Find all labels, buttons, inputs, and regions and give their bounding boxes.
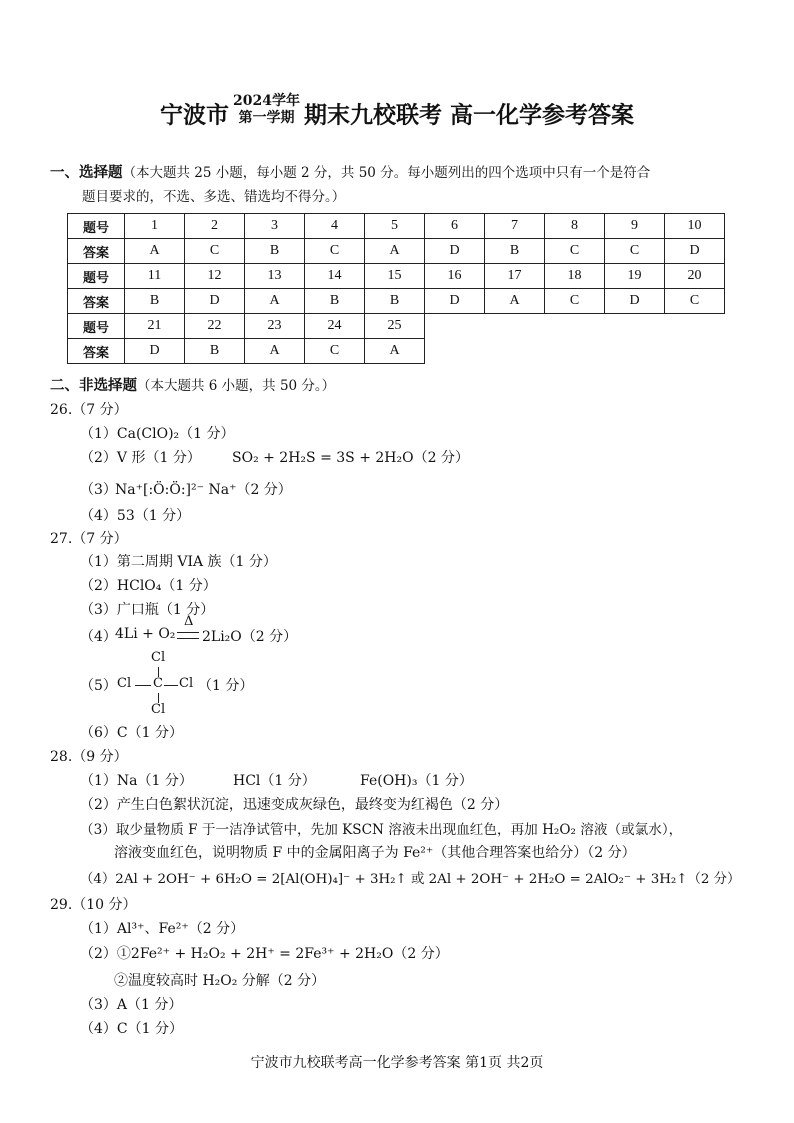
bond-left <box>135 685 151 686</box>
q29-a1: （1）Al³⁺、Fe²⁺（2 分） <box>80 921 245 937</box>
table-row <box>68 214 725 239</box>
table-row <box>68 314 725 339</box>
table-row <box>68 339 725 364</box>
a-cell: B <box>365 289 425 314</box>
q27-a3: （3）广口瓶（1 分） <box>80 602 215 618</box>
section1-heading-line <box>50 161 650 182</box>
q27-header: 27.（7 分） <box>50 531 128 547</box>
a-cell: A <box>365 339 425 364</box>
q26-a2-label: （2）V 形（1 分） <box>80 450 201 466</box>
section2-note: （本大题共 6 小题，共 50 分。） <box>137 378 336 394</box>
a-cell: A <box>245 339 305 364</box>
q-cell: 12 <box>185 264 245 289</box>
q29-a4: （4）C（1 分） <box>80 1021 183 1037</box>
a-cell: C <box>305 239 365 264</box>
q27-a4-label: （4） <box>80 629 117 645</box>
q-cell: 1 <box>125 214 185 239</box>
q28-header: 28.（9 分） <box>50 749 128 765</box>
a-cell: D <box>425 239 485 264</box>
section2-heading: 二、非选择题 <box>50 377 137 394</box>
section1-note-line1: （本大题共 25 小题，每小题 2 分，共 50 分。每小题列出的四个选项中只有一个是符合 <box>122 165 651 181</box>
q27-a5-label: （5） <box>80 678 117 694</box>
a-cell: C <box>665 289 725 314</box>
page-footer: 宁波市九校联考高一化学参考答案 第1页 共2页 <box>250 1055 544 1071</box>
title-year-term <box>233 93 300 127</box>
title-term: 第一学期 <box>238 110 295 126</box>
q28-a2: （2）产生白色絮状沉淀，迅速变成灰绿色，最终变为红褐色（2 分） <box>80 797 509 813</box>
q-cell: 7 <box>485 214 545 239</box>
header-q: 题号 <box>68 314 125 339</box>
a-cell: B <box>125 289 185 314</box>
a-cell: D <box>605 289 665 314</box>
header-a: 答案 <box>68 339 125 364</box>
q-cell: 9 <box>605 214 665 239</box>
q27-a4-left: 4Li + O₂ <box>115 626 176 642</box>
q-cell: 24 <box>305 314 365 339</box>
a-cell: A <box>365 239 425 264</box>
q28-a1-part2: HCl（1 分） <box>233 773 316 789</box>
a-cell: D <box>665 239 725 264</box>
a-cell: A <box>485 289 545 314</box>
q26-a2-equation: SO₂ + 2H₂S = 3S + 2H₂O（2 分） <box>232 450 469 466</box>
header-q: 题号 <box>68 214 125 239</box>
q28-a3-line2: 溶液变血红色，说明物质 F 中的金属阳离子为 Fe²⁺（其他合理答案也给分）（2 分） <box>114 845 636 861</box>
q28-a3-line1: （3）取少量物质 F 于一洁净试管中，先加 KSCN 溶液未出现血红色，再加 H₂O₂ 溶液（或氯水）， <box>80 822 683 838</box>
q-cell: 8 <box>545 214 605 239</box>
q-cell: 19 <box>605 264 665 289</box>
q-cell: 17 <box>485 264 545 289</box>
q26-header: 26.（7 分） <box>50 402 128 418</box>
a-cell: C <box>305 339 365 364</box>
header-q: 题号 <box>68 264 125 289</box>
page-title <box>0 93 794 146</box>
q29-a3: （3）A（1 分） <box>80 997 183 1013</box>
q27-a5-score: （1 分） <box>198 678 254 694</box>
q27-a4-right: 2Li₂O（2 分） <box>202 629 298 645</box>
cl-bottom: Cl <box>151 702 166 717</box>
q-cell: 23 <box>245 314 305 339</box>
q-cell: 14 <box>305 264 365 289</box>
title-prefix: 宁波市 <box>160 101 229 129</box>
q-cell: 13 <box>245 264 305 289</box>
q29-header: 29.（10 分） <box>50 897 137 913</box>
table-row <box>68 239 725 264</box>
a-cell: D <box>125 339 185 364</box>
blank-cell <box>425 314 725 339</box>
q29-a2-line2: ②温度较高时 H₂O₂ 分解（2 分） <box>114 973 326 989</box>
q-cell: 10 <box>665 214 725 239</box>
section1-heading: 一、选择题 <box>50 164 123 181</box>
a-cell: D <box>425 289 485 314</box>
q28-a1-part3: Fe(OH)₃（1 分） <box>360 773 473 789</box>
a-cell: B <box>485 239 545 264</box>
section1-note-line2: 题目要求的，不选、多选、错选均不得分。） <box>82 189 346 205</box>
table-row <box>68 264 725 289</box>
cl-right: Cl <box>179 676 194 691</box>
q-cell: 6 <box>425 214 485 239</box>
q26-a3-label: （3） <box>80 482 117 498</box>
title-year: 2024学年 <box>233 93 300 109</box>
a-cell: C <box>545 289 605 314</box>
q-cell: 25 <box>365 314 425 339</box>
q-cell: 18 <box>545 264 605 289</box>
section2-heading-line <box>50 374 335 395</box>
q-cell: 11 <box>125 264 185 289</box>
table-row <box>68 289 725 314</box>
a-cell: D <box>185 289 245 314</box>
a-cell: A <box>245 289 305 314</box>
q-cell: 15 <box>365 264 425 289</box>
q26-a1: （1）Ca(ClO)₂（1 分） <box>80 426 235 442</box>
q-cell: 2 <box>185 214 245 239</box>
a-cell: B <box>305 289 365 314</box>
header-a: 答案 <box>68 239 125 264</box>
a-cell: C <box>605 239 665 264</box>
q-cell: 20 <box>665 264 725 289</box>
blank-cell <box>425 339 725 364</box>
q26-a3-lewis-formula: Na⁺[:Ö:Ö:]²⁻ Na⁺（2 分） <box>115 482 292 498</box>
q27-a1: （1）第二周期 VIA 族（1 分） <box>80 554 277 570</box>
q-cell: 16 <box>425 264 485 289</box>
answer-table <box>67 213 725 364</box>
cl-left: Cl <box>117 676 132 691</box>
bond-right <box>164 685 178 686</box>
a-cell: A <box>125 239 185 264</box>
a-cell: B <box>245 239 305 264</box>
q27-a6: （6）C（1 分） <box>80 725 183 741</box>
c-center: C <box>153 676 163 691</box>
q27-a4-condition: Δ <box>184 614 194 629</box>
header-a: 答案 <box>68 289 125 314</box>
a-cell: C <box>545 239 605 264</box>
q28-a4: （4）2Al + 2OH⁻ + 6H₂O = 2[Al(OH)₄]⁻ + 3H₂↑ 或 2Al + 2OH⁻ + 2H₂O = 2AlO₂⁻ + 3H₂↑（2 分） <box>80 872 741 887</box>
title-suffix: 期末九校联考 高一化学参考答案 <box>303 101 634 129</box>
q-cell: 22 <box>185 314 245 339</box>
a-cell: B <box>185 339 245 364</box>
q26-a4: （4）53（1 分） <box>80 508 191 524</box>
q28-a1-part1: （1）Na（1 分） <box>80 773 193 789</box>
q-cell: 3 <box>245 214 305 239</box>
q-cell: 4 <box>305 214 365 239</box>
q27-a4-double-line <box>177 632 199 639</box>
q-cell: 21 <box>125 314 185 339</box>
a-cell: C <box>185 239 245 264</box>
q29-a2-line1: （2）①2Fe²⁺ + H₂O₂ + 2H⁺ = 2Fe³⁺ + 2H₂O（2 分） <box>80 946 449 962</box>
cl-top: Cl <box>151 650 166 665</box>
q-cell: 5 <box>365 214 425 239</box>
q27-a2: （2）HClO₄（1 分） <box>80 578 217 594</box>
